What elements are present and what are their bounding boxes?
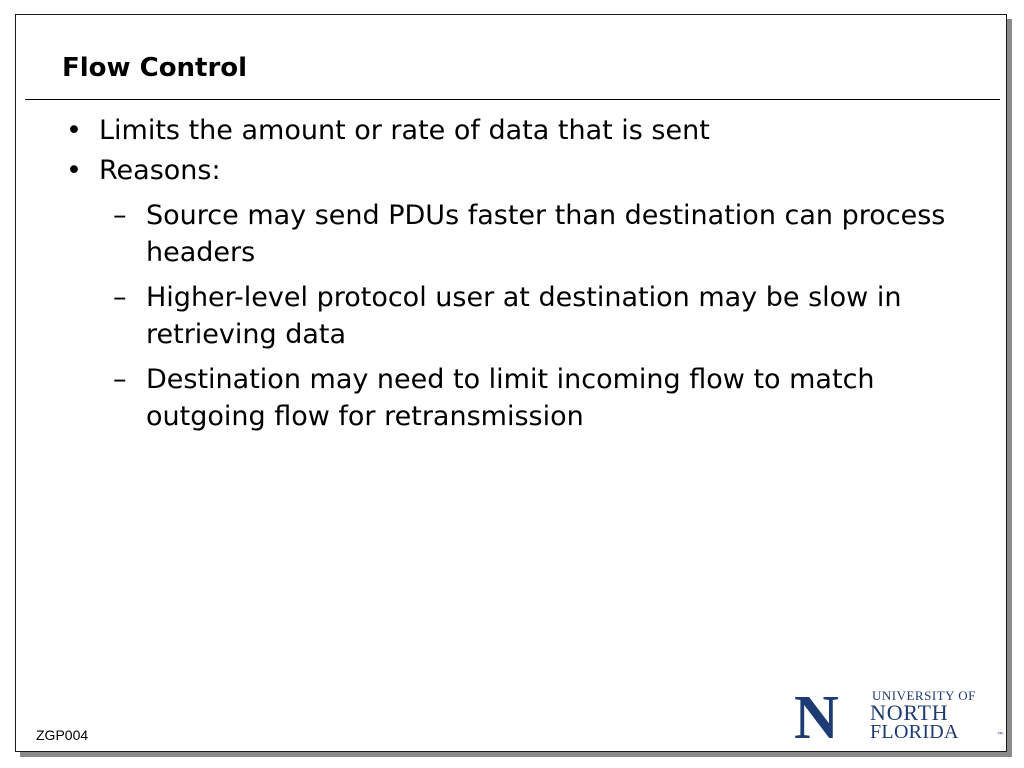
logo-trademark: ™: [997, 732, 1003, 738]
logo-line2: NORTH: [870, 700, 949, 725]
logo-line1: UNIVERSITY OF: [872, 688, 976, 703]
sub-bullet-marker: –: [113, 200, 127, 231]
title-divider: [25, 99, 1000, 100]
sub-bullet-text: Destination may need to limit incoming flow to match outgoing flow for retransmission: [146, 364, 875, 432]
logo-letter: N: [794, 686, 839, 742]
slide: [15, 14, 1007, 752]
bullet-text: Reasons:: [99, 155, 221, 186]
bullet-marker: •: [66, 115, 82, 146]
sub-bullet-marker: –: [113, 282, 127, 313]
bullet-text: Limits the amount or rate of data that is sent: [99, 115, 710, 146]
logo-line3: FLORIDA: [870, 721, 959, 742]
sub-bullet-text: Higher-level protocol user at destination may be slow in retrieving data: [146, 282, 902, 350]
slide-code: ZGP004: [36, 727, 89, 743]
slide-title: Flow Control: [62, 53, 248, 83]
unf-logo: [794, 686, 1006, 742]
sub-bullet-marker: –: [113, 364, 127, 395]
bullet-marker: •: [66, 155, 82, 186]
sub-bullet-text: Source may send PDUs faster than destination can process headers: [146, 200, 946, 268]
